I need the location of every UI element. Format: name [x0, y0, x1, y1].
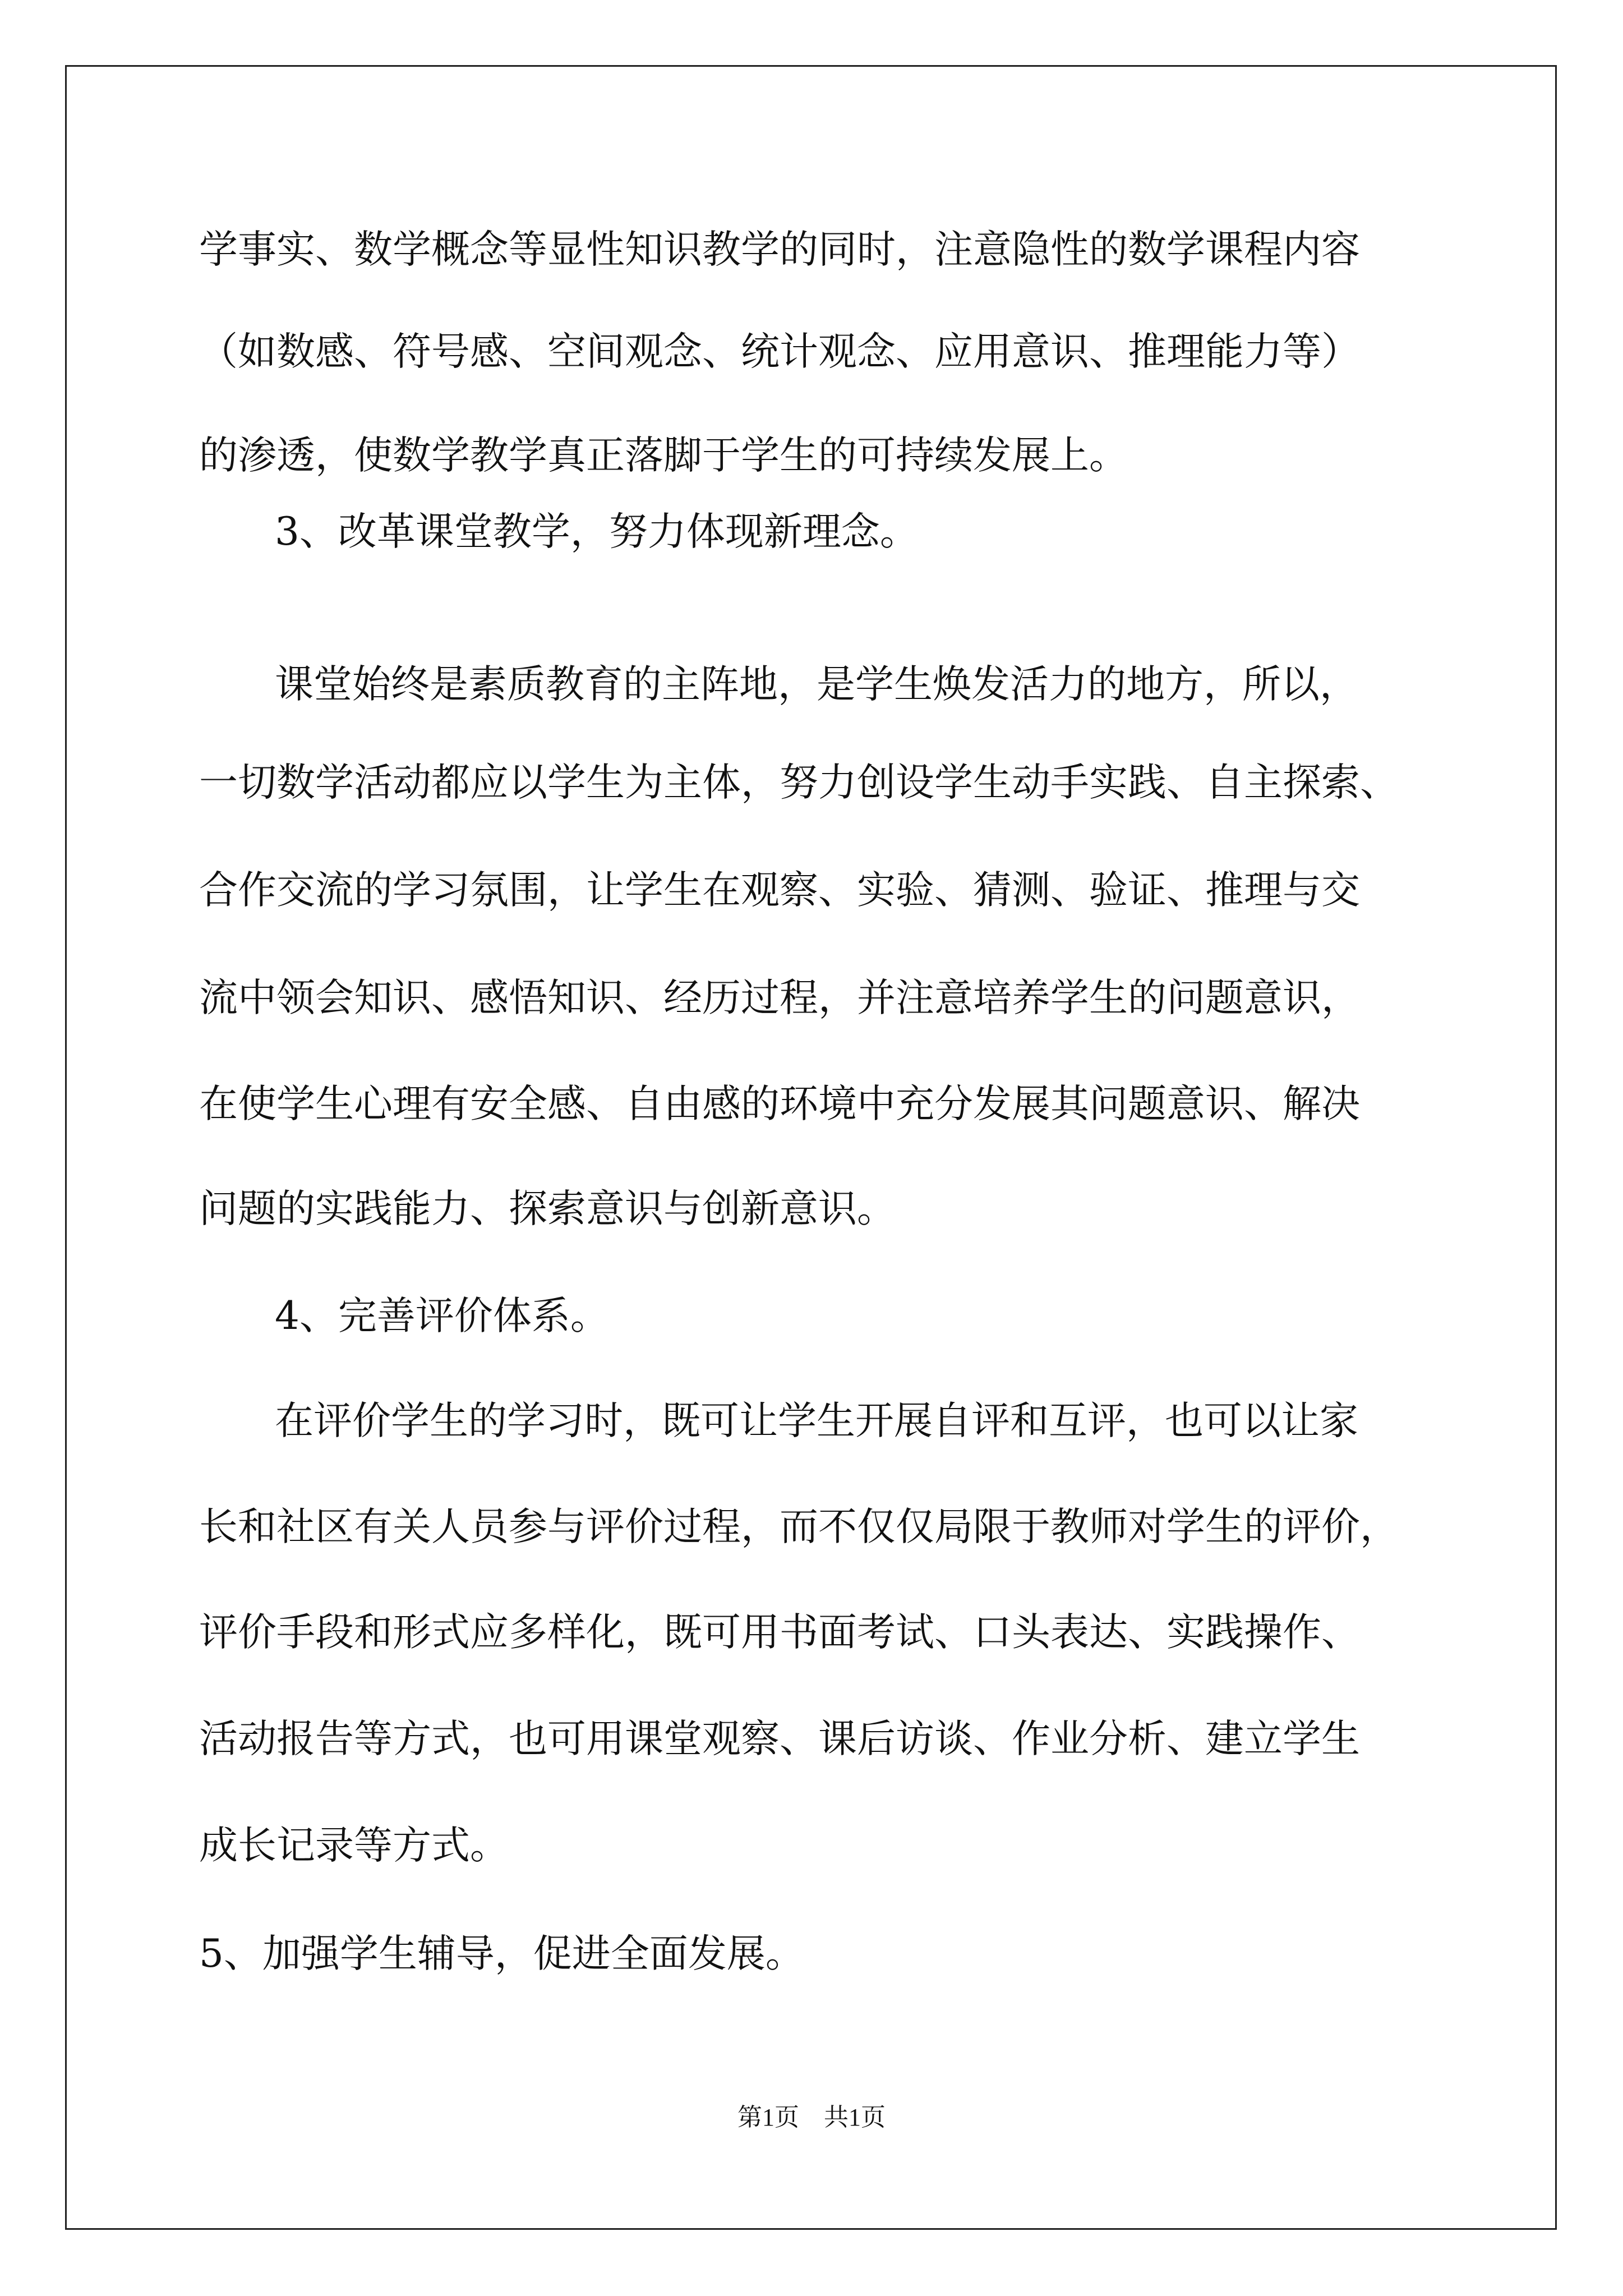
section-heading-4: 4、完善评价体系。 — [275, 1294, 609, 1338]
body-line-8: 流中领会知识、感悟知识、经历过程，并注意培养学生的问题意识， — [199, 976, 1360, 1020]
body-line-2: （如数感、符号感、空间观念、统计观念、应用意识、推理能力等） — [199, 329, 1360, 374]
body-line-16: 成长记录等方式。 — [199, 1823, 509, 1868]
body-line-6: 一切数学活动都应以学生为主体，努力创设学生动手实践、自主探索、 — [199, 760, 1399, 805]
body-line-15: 活动报告等方式，也可用课堂观察、课后访谈、作业分析、建立学生 — [199, 1717, 1360, 1761]
page-border — [65, 65, 1557, 2230]
body-line-12: 在评价学生的学习时，既可让学生开展自评和互评，也可以让家 — [275, 1398, 1358, 1443]
section-heading-3: 3、改革课堂教学，努力体现新理念。 — [275, 509, 919, 554]
body-line-7: 合作交流的学习氛围，让学生在观察、实验、猜测、验证、推理与交 — [199, 868, 1360, 913]
body-line-1: 学事实、数学概念等显性知识教学的同时，注意隐性的数学课程内容 — [199, 227, 1360, 272]
page-footer: 第1页 共1页 — [737, 2104, 886, 2131]
body-line-3: 的渗透，使数学教学真正落脚于学生的可持续发展上。 — [199, 433, 1128, 478]
body-line-10: 问题的实践能力、探索意识与创新意识。 — [199, 1186, 896, 1231]
body-line-9: 在使学生心理有安全感、自由感的环境中充分发展其问题意识、解决 — [199, 1082, 1360, 1126]
body-line-14: 评价手段和形式应多样化，既可用书面考试、口头表达、实践操作、 — [199, 1610, 1360, 1655]
section-heading-5: 5、加强学生辅导，促进全面发展。 — [199, 1931, 804, 1976]
body-line-5: 课堂始终是素质教育的主阵地，是学生焕发活力的地方，所以， — [275, 662, 1358, 707]
body-line-13: 长和社区有关人员参与评价过程，而不仅仅局限于教师对学生的评价， — [199, 1504, 1399, 1549]
